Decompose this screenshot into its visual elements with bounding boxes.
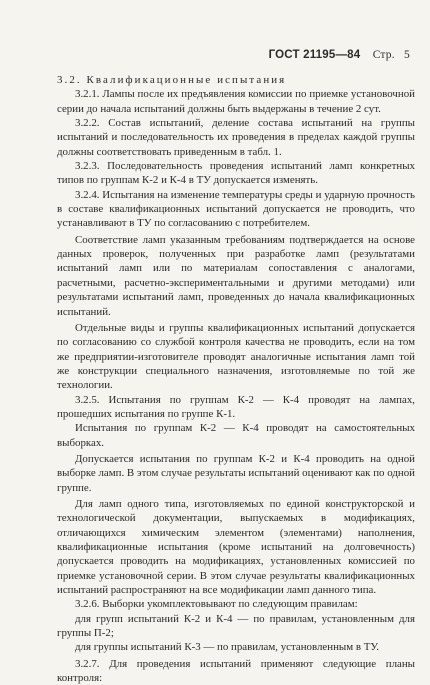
section-heading: 3.2. Квалификационные испытания xyxy=(57,74,287,86)
paragraph-compliance: Соответствие ламп указанным требованиям подтверждается на основе данных проверок, полученных при разработке ламп (результатами испытаний ламп или по материалам сопоставления с аналогами, расчетными, расчетно-экспериментальными и другими методами) или результатами испытаний ламп, проведенных до начала квалификационных испытаний. xyxy=(57,233,415,318)
paragraph-3-2-6: 3.2.6. Выборки укомплектовывают по следующим правилам: xyxy=(75,598,358,611)
document-body xyxy=(57,73,415,685)
standard-number: ГОСТ 21195—84 xyxy=(268,49,361,61)
page-header xyxy=(269,49,410,61)
paragraph-independent-samples: Испытания по группам К-2 — К-4 проводят на самостоятельных выборках. xyxy=(57,422,415,449)
paragraph-modifications: Для ламп одного типа, изготовляемых по единой конструкторской и технологической документации, выпускаемых в модификациях, отличающихся химическим элементом (элементами) наполнения, квалификационные испытания (кроме испытаний на долговечность) допускается проводить на модификациях, установленных комиссией по приемке установочной серии. В этом случае результаты квалификационных испытаний распространяют на все модификации ламп данного типа. xyxy=(57,497,415,597)
paragraph-3-2-4: 3.2.4. Испытания на изменение температуры среды и ударную прочность в составе квалификационных испытаний допускается не проводить, что устанавливают в ТУ по согласованию с потребителем. xyxy=(57,188,415,230)
paragraph-single-sample: Допускается испытания по группам К-2 и К-4 проводить на одной выборке ламп. В этом случае результаты испытаний оценивают как по одной группе. xyxy=(57,452,415,494)
paragraph-rule-k2-k4: для групп испытаний К-2 и К-4 — по правилам, установленным для группы П-2; xyxy=(57,612,415,640)
paragraph-separate-tests: Отдельные виды и группы квалификационных испытаний допускается по согласованию со службой контроля качества не проводить, если на том же предприятии-изготовителе проводят аналогичные испытания ламп той же конструкции специального назначения, изготовляемые по той же технологии. xyxy=(57,321,415,392)
page-number: 5 xyxy=(404,49,410,61)
paragraph-3-2-2: 3.2.2. Состав испытаний, деление состава испытаний на группы испытаний и последовательность их проведения в пределах каждой группы должны соответствовать приведенным в табл. 1. xyxy=(57,117,415,158)
page-label: Стр. xyxy=(372,49,395,61)
paragraph-3-2-5: 3.2.5. Испытания по группам К-2 — К-4 проводят на лампах, прошедших испытания по группе К-1. xyxy=(57,393,415,420)
paragraph-3-2-1: 3.2.1. Лампы после их предъявления комиссии по приемке установочной серии до начала испытаний должны быть выдержаны в течение 2 сут. xyxy=(57,88,415,115)
paragraph-3-2-3: 3.2.3. Последовательность проведения испытаний ламп конкретных типов по группам К-2 и К-4 в ТУ допускается изменять. xyxy=(57,160,415,187)
paragraph-rule-k3: для группы испытаний К-3 — по правилам, установленным в ТУ. xyxy=(75,641,380,654)
paragraph-3-2-7: 3.2.7. Для проведения испытаний применяют следующие планы контроля: xyxy=(57,657,415,685)
